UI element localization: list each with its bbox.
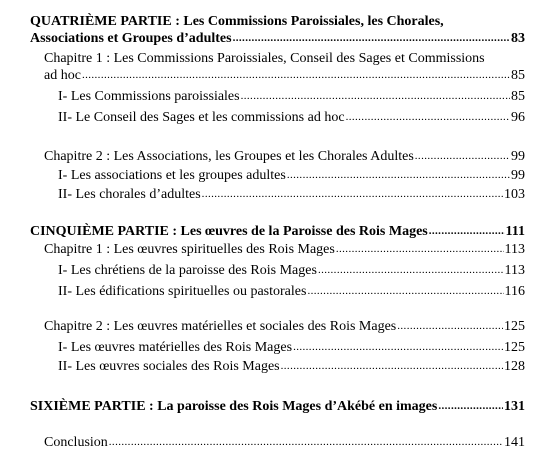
dot-leader bbox=[415, 152, 510, 162]
toc-entry-section[interactable] bbox=[58, 109, 525, 126]
toc-entry-label: II- Les chorales d’adultes bbox=[58, 187, 201, 202]
dot-leader bbox=[233, 34, 510, 44]
dot-leader bbox=[287, 171, 510, 181]
page-number: 128 bbox=[504, 359, 525, 374]
dot-leader bbox=[241, 92, 510, 102]
toc-entry-chapter[interactable] bbox=[44, 318, 525, 335]
toc-entry-chapter[interactable] bbox=[44, 241, 525, 258]
toc-entry-chapter[interactable] bbox=[44, 67, 525, 84]
dot-leader bbox=[397, 322, 503, 332]
page-number: 141 bbox=[504, 435, 525, 450]
dot-leader bbox=[318, 266, 504, 276]
toc-entry-label: I- Les Commissions paroissiales bbox=[58, 89, 240, 104]
dot-leader bbox=[307, 287, 503, 297]
toc-entry-part-5[interactable] bbox=[30, 223, 525, 240]
toc-entry-section[interactable] bbox=[58, 262, 525, 279]
dot-leader bbox=[336, 245, 504, 255]
dot-leader bbox=[438, 402, 503, 412]
dot-leader bbox=[109, 438, 503, 448]
dot-leader bbox=[281, 362, 503, 372]
part-heading-line: QUATRIÈME PARTIE : Les Commissions Paroissiales, les Chorales, bbox=[30, 14, 444, 29]
dot-leader bbox=[346, 113, 510, 123]
toc-entry-part-6[interactable] bbox=[30, 398, 525, 415]
dot-leader bbox=[429, 227, 505, 237]
toc-entry-label: Conclusion bbox=[44, 435, 108, 450]
page-number: 99 bbox=[511, 149, 525, 164]
toc-entry-label: Associations et Groupes d’adultes bbox=[30, 31, 232, 46]
toc-entry-section[interactable] bbox=[58, 88, 525, 105]
dot-leader bbox=[82, 71, 510, 81]
toc-entry-label: II- Le Conseil des Sages et les commissions ad hoc bbox=[58, 110, 345, 125]
toc-entry-label: SIXIÈME PARTIE : La paroisse des Rois Mages d’Akébé en images bbox=[30, 399, 438, 414]
toc-entry-section[interactable] bbox=[58, 283, 525, 300]
page-number: 83 bbox=[511, 31, 525, 46]
dot-leader bbox=[293, 343, 503, 353]
toc-entry-label: CINQUIÈME PARTIE : Les œuvres de la Paroisse des Rois Mages bbox=[30, 224, 428, 239]
page-number: 99 bbox=[511, 168, 525, 183]
page-number: 85 bbox=[511, 68, 525, 83]
toc-entry-part-4[interactable] bbox=[30, 30, 525, 47]
page-number: 111 bbox=[505, 224, 525, 239]
toc-entry-conclusion[interactable] bbox=[44, 434, 525, 451]
page-number: 85 bbox=[511, 89, 525, 104]
toc-entry-label: II- Les édifications spirituelles ou pastorales bbox=[58, 284, 307, 299]
page-number: 125 bbox=[504, 340, 525, 355]
toc-entry-label: ad hoc bbox=[44, 68, 81, 83]
toc-entry-chapter[interactable] bbox=[44, 148, 525, 165]
page-number: 131 bbox=[504, 399, 525, 414]
page-number: 116 bbox=[504, 284, 525, 299]
toc-entry-label: I- Les associations et les groupes adultes bbox=[58, 168, 286, 183]
toc-entry-label: Chapitre 2 : Les œuvres matérielles et sociales des Rois Mages bbox=[44, 319, 397, 334]
page-number: 103 bbox=[504, 187, 525, 202]
chapter-heading-line: Chapitre 1 : Les Commissions Paroissiales, Conseil des Sages et Commissions bbox=[44, 51, 485, 66]
toc-entry-label: I- Les chrétiens de la paroisse des Rois Mages bbox=[58, 263, 317, 278]
toc-entry-label: Chapitre 2 : Les Associations, les Groupes et les Chorales Adultes bbox=[44, 149, 414, 164]
toc-entry-label: II- Les œuvres sociales des Rois Mages bbox=[58, 359, 280, 374]
toc-entry-section[interactable] bbox=[58, 167, 525, 184]
toc-entry-section[interactable] bbox=[58, 186, 525, 203]
page-number: 125 bbox=[504, 319, 525, 334]
page-number: 113 bbox=[504, 263, 525, 278]
toc-entry-section[interactable] bbox=[58, 339, 525, 356]
toc-entry-label: Chapitre 1 : Les œuvres spirituelles des Rois Mages bbox=[44, 242, 335, 257]
dot-leader bbox=[202, 190, 503, 200]
toc-entry-section[interactable] bbox=[58, 358, 525, 375]
toc-entry-label: I- Les œuvres matérielles des Rois Mages bbox=[58, 340, 293, 355]
page-number: 96 bbox=[511, 110, 525, 125]
page-number: 113 bbox=[504, 242, 525, 257]
